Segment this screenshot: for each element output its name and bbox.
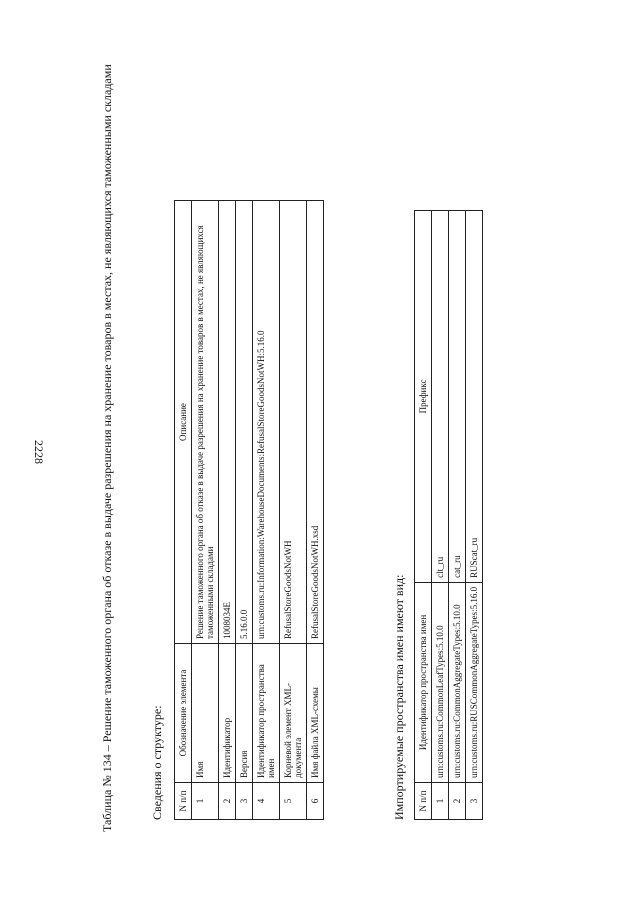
row-namespace: urn:customs.ru:CommonLeafTypes:5.10.0 [432,582,449,782]
table-row [432,211,449,820]
row-num: 6 [307,783,324,820]
row-name: Корневой элемент XML-документа [280,644,307,783]
row-num: 5 [280,783,307,820]
structure-heading: Сведения о структуре: [150,705,164,820]
header-namespace: Идентификатор пространства имен [415,582,432,782]
table-row [219,201,236,820]
header-prefix: Префикс [415,211,432,583]
row-num: 1 [192,783,219,820]
table-row [466,211,483,820]
table-row [449,211,466,820]
row-namespace: urn:customs.ru:RUSCommonAggregateTypes:5.16.0 [466,582,483,782]
table-title: Таблица № 134 – Решение таможенного органа об отказе в выдаче разрешения на хранение товаров в местах, не являющихся таможенными складами [100,64,114,832]
row-namespace: urn:customs.ru:CommonAggregateTypes:5.10.0 [449,582,466,782]
row-desc: Решение таможенного органа об отказе в выдаче разрешения на хранение товаров в местах, не являющихся таможенными складами [192,201,219,644]
row-desc: RefusalStoreGoodsNotWH.xsd [307,201,324,644]
table-row [253,201,280,820]
row-desc: RefusalStoreGoodsNotWH [280,201,307,644]
table-row [280,201,307,820]
row-num: 4 [253,783,280,820]
row-name: Идентификатор пространства имен [253,644,280,783]
table-row [307,201,324,820]
row-num: 2 [449,783,466,820]
header-description: Описание [175,201,192,644]
page-number: 2228 [32,440,46,464]
row-num: 2 [219,783,236,820]
table-row [236,201,253,820]
row-prefix: RUScat_ru [466,211,483,583]
namespaces-table [414,210,483,820]
row-num: 1 [432,783,449,820]
row-desc: 1008034E [219,201,236,644]
row-prefix: clt_ru [432,211,449,583]
table-header-row [415,211,432,820]
row-desc: 5.16.0.0 [236,201,253,644]
row-name: Имя файла XML-схемы [307,644,324,783]
structure-table [174,200,324,820]
row-desc: urn:customs.ru:Information:WarehouseDocuments:RefusalStoreGoodsNotWH:5.16.0 [253,201,280,644]
table-header-row [175,201,192,820]
header-num: N п/п [175,783,192,820]
header-element: Обозначение элемента [175,644,192,783]
row-name: Версия [236,644,253,783]
row-name: Имя [192,644,219,783]
header-num: N п/п [415,783,432,820]
row-num: 3 [466,783,483,820]
rotated-page-content [100,10,640,850]
row-prefix: cat_ru [449,211,466,583]
namespaces-heading: Импортируемые пространства имен имеют вид: [392,574,406,820]
row-name: Идентификатор [219,644,236,783]
row-num: 3 [236,783,253,820]
table-row [192,201,219,820]
